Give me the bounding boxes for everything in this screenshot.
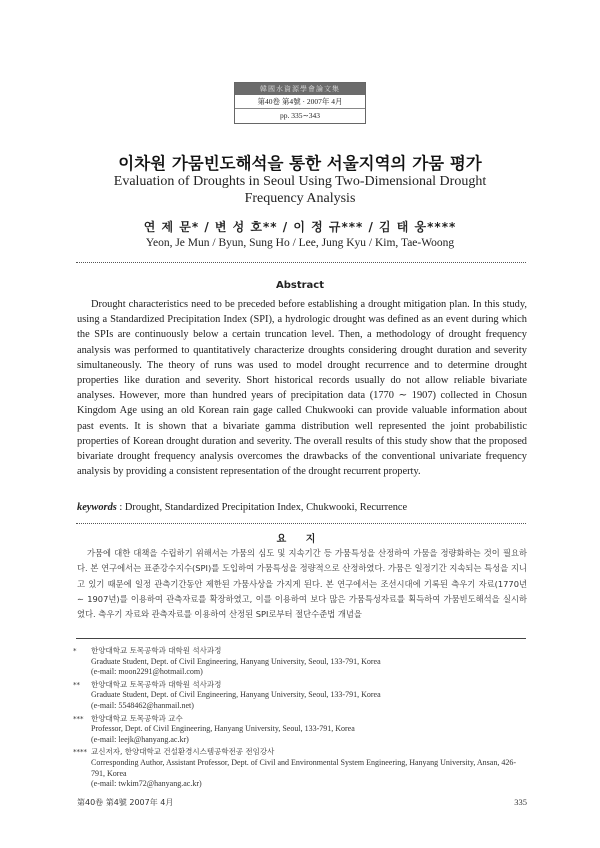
footnote-email: (e-mail: twkim72@hanyang.ac.kr) bbox=[91, 779, 202, 789]
footnote-3 bbox=[73, 713, 527, 746]
journal-volume: 第40卷 第4號 · 2007年 4月 bbox=[235, 95, 365, 109]
journal-banner: 韓國水資源學會論文集 bbox=[235, 83, 365, 95]
korean-abstract-body bbox=[77, 546, 527, 622]
footnote-mark: *** bbox=[73, 714, 84, 723]
header-divider bbox=[76, 262, 526, 263]
journal-header-box bbox=[234, 82, 366, 124]
footnote-email: (e-mail: leejk@hanyang.ac.kr) bbox=[91, 734, 189, 744]
footnote-2 bbox=[73, 679, 527, 712]
keywords-text: : Drought, Standardized Precipitation Index, Chukwooki, Recurrence bbox=[116, 502, 408, 513]
footer-journal-info: 第40卷 第4號 2007年 4月 bbox=[77, 798, 174, 807]
author-footnotes bbox=[73, 646, 527, 792]
footnote-affiliation-kr: 교신저자, 한양대학교 건설환경시스템공학전공 전임강사 bbox=[91, 747, 275, 757]
footnote-affiliation-en: Graduate Student, Dept. of Civil Engineering, Hanyang University, Seoul, 133-791, Korea bbox=[91, 656, 381, 666]
footnote-affiliation-kr: 한양대학교 토목공학과 대학원 석사과정 bbox=[91, 646, 222, 655]
footnote-affiliation-kr: 한양대학교 토목공학과 교수 bbox=[91, 713, 183, 723]
footnote-email: (e-mail: moon2291@hotmail.com) bbox=[91, 667, 203, 677]
paper-title-korean: 이차원 가뭄빈도해석을 통한 서울지역의 가뭄 평가 bbox=[118, 154, 482, 173]
footnote-mark: * bbox=[73, 647, 77, 655]
abstract-body bbox=[77, 297, 527, 479]
footnote-1 bbox=[73, 646, 527, 678]
footnote-mark: **** bbox=[73, 748, 87, 757]
keywords-divider bbox=[76, 523, 526, 524]
footnote-affiliation-en: Graduate Student, Dept. of Civil Engineering, Hanyang University, Seoul, 133-791, Korea bbox=[91, 690, 381, 700]
footnote-4 bbox=[73, 747, 527, 789]
authors-korean: 연 제 문* / 변 성 호** / 이 정 규*** / 김 태 웅**** bbox=[143, 220, 457, 234]
footnote-mark: ** bbox=[73, 680, 80, 689]
korean-abstract-paragraph: 가뭄에 대한 대책을 수립하기 위해서는 가뭄의 심도 및 지속기간 등 가뭄특성을 산정하여 가뭄을 정량화하는 것이 필요하다. 본 연구에서는 표준강수지수(SPI)를 도입하여 가뭄특성을 정량적으로 산정하였다. 가뭄은 일정기간 지속되는 특성을 지니고 있기 때문에 일정 관측기간동안 제한된 가뭄사상을 가지게 된다. 본 연구에서는 조선시대에 기록된 측우기 자료(1770년 ∼ 1907년)를 이용하여 관측자료를 확장하였고, 이를 이용하여 보다 많은 가뭄특성자료를 획득하여 가뭄빈도해석을 실시하였다. 측우기 자료와 관측자료를 이용하여 산정된 SPI로부터 절단수준법 개념을 bbox=[77, 548, 527, 620]
page-number: 335 bbox=[514, 797, 527, 807]
abstract-paragraph: Drought characteristics need to be preceded before establishing a drought mitigation plan. In this study, using a Standardized Precipitation Index (SPI), a hydrologic drought was defined as an event during which the SPIs are continuously below a certain truncation level. Then, a methodology of drought frequency analysis was performed to quantitatively characterize droughts considering drought duration and severity simultaneously. The theory of runs was used to model drought recurrence and to determine drought properties like duration and severity. Short historical records usually do not allow reliable bivariate analyses. However, more than hundred years of precipitation data (1770 ∼ 1907) collected in Chosun Kingdom Age using an old Korean rain gage called Chukwooki can provide valuable information about past events. It is shown that a bivariate gamma distribution well represented the joint probabilistic properties of Korean drought duration and severity. The overall results of this study show that the proposed bivariate drought frequency analysis overcomes the drawbacks of the conventional univariate frequency analysis by providing a consistent representation of the drought recurrent property. bbox=[77, 299, 527, 478]
footnote-divider bbox=[76, 638, 526, 639]
footnote-affiliation-en: Corresponding Author, Assistant Professor, Dept. of Civil and Environmental System Engineering, Hanyang University, Ansan, 426-791, Korea bbox=[91, 757, 517, 778]
authors-english: Yeon, Je Mun / Byun, Sung Ho / Lee, Jung Kyu / Kim, Tae-Woong bbox=[145, 237, 455, 249]
journal-pages: pp. 335∼343 bbox=[279, 111, 321, 120]
keywords-label: keywords bbox=[77, 502, 117, 513]
footnote-email: (e-mail: 5548462@hanmail.net) bbox=[91, 700, 194, 710]
keywords-line bbox=[77, 502, 527, 513]
abstract-heading: Abstract bbox=[275, 280, 325, 291]
korean-abstract-heading: 요 지 bbox=[276, 534, 324, 545]
footnote-affiliation-kr: 한양대학교 토목공학과 대학원 석사과정 bbox=[91, 679, 222, 689]
footnote-affiliation-en: Professor, Dept. of Civil Engineering, Hanyang University, Seoul, 133-791, Korea bbox=[91, 724, 355, 734]
paper-title-english: Evaluation of Droughts in Seoul Using Two-Dimensional Drought Frequency Analysis bbox=[113, 174, 487, 206]
